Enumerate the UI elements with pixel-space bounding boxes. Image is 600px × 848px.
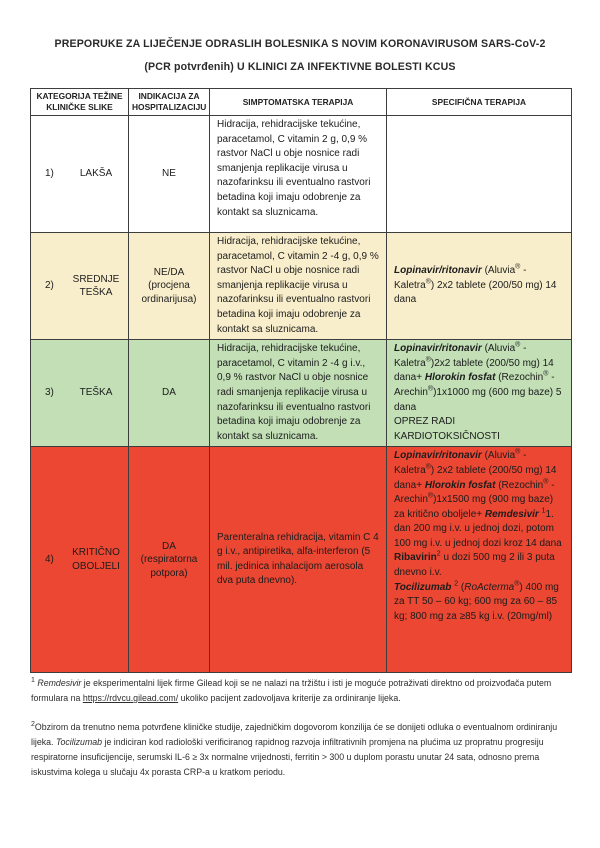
treatment-table [30,88,572,673]
cell-symptomatic-3: Hidracija, rehidracijske tekućine, paracetamol, C vitamin 2 -4 g i.v., 0,9 % rastvor NaCl u obje nosnice radi smanjenja replikacije virusa u nazofarinksu ili eventualno rastvori betadina koji imaju odobrenje za kontakt sa sluznicama. [210,340,387,447]
row-number: 1) [45,168,54,180]
table-row-laksa [31,116,572,233]
footnote-tocilizumab: $^2$Obzirom da trenutno nema potvrđene kliničke studije, zajedničkim dogovorom konzilija će se donijeti odluka o eventualnom ordiniranju lijeka. Tocilizumab je indiciran kod radiološki verificiranog rapidnog razvoja infiltrativnih promjena na plućima uz propratnu progresiju respiratorne insuficijencije, serumski IL-6 ≥ 3x normalne vrijednosti, ferritin > 300 u duplom porastu unutar 24 sata, odnosno prema iskustvima kolega u slučaju 4x porasta CRP-a u kratkom periodu. [31,721,558,777]
cell-symptomatic-1: Hidracija, rehidracijske tekućine, paracetamol, C vitamin 2 g, 0,9 % rastvor NaCl u obje nosnice radi smanjenja replikacije virusa u nazofarinksu ili eventualno rastvori betadina koji imaju odobrenje za kontakt sa sluznicama. [210,116,387,233]
table-row-srednje-teska [31,233,572,340]
table-row-kriticno-oboljeli [31,447,572,673]
category-label: SREDNJE TEŠKA [72,273,120,299]
header-symptomatic-therapy: SIMPTOMATSKA TERAPIJA [210,89,387,116]
cell-hospitalization-4: DA (respiratorna potpora) [129,447,210,673]
header-hospitalization: INDIKACIJA ZA HOSPITALIZACIJU [129,89,210,116]
category-label: TEŠKA [79,387,113,399]
table-row-teska [31,340,572,447]
cell-specific-2: Lopinavir/ritonavir (Aluvia® - Kaletra®) 2x2 tablete (200/50 mg) 14 dana [387,233,572,340]
cell-category-2 [31,233,129,340]
cell-category-3 [31,340,129,447]
cell-hospitalization-3: DA [129,340,210,447]
header-category: KATEGORIJA TEŽINE KLINIČKE SLIKE [31,89,129,116]
cell-hospitalization-1: NE [129,116,210,233]
cell-symptomatic-4: Parenteralna rehidracija, vitamin C 4 g i.v., antipiretika, alfa-interferon (5 mil. jedinica inhalacijom aerosola dva puta dnevno). [210,447,387,673]
table-header-row [31,89,572,116]
footnote-remdesivir: $^1$ Remdesivir je eksperimentalni lijek firme Gilead koji se ne nalazi na tržištu i isti je moguće potraživati direktno od proizvođača putem formulara na https://rdvcu.gilead.com/ ukoliko pacijent zadovoljava kriterije za ordiniranje lijeka. [31,677,552,703]
cell-symptomatic-2: Hidracija, rehidracijske tekućine, paracetamol, C vitamin 2 -4 g, 0,9 % rastvor NaCl u obje nosnice radi smanjenja replikacije virusa u nazofarinksu ili eventualno rastvori betadina koji imaju odobrenje za kontakt sa sluznicama. [210,233,387,340]
category-label: KRITIČNO OBOLJELI [72,547,120,572]
cell-specific-1 [387,116,572,233]
page-title-line1: PREPORUKE ZA LIJEČENJE ODRASLIH BOLESNIKA S NOVIM KORONAVIRUSOM SARS-CoV-2 [54,38,546,50]
cell-hospitalization-2: NE/DA (procjena ordinarijusa) [129,233,210,340]
footnotes-section [31,676,573,794]
header-specific-therapy: SPECIFIČNA TERAPIJA [387,89,572,116]
row-number: 3) [45,387,54,399]
cell-category-1 [31,116,129,233]
cell-specific-3: Lopinavir/ritonavir (Aluvia® - Kaletra®)2x2 tablete (200/50 mg) 14 dana+ Hlorokin fosfat (Rezochin® - Arechin®)1x1000 mg (600 mg baze) 5 dana OPREZ RADI KARDIOTOKSIČNOSTI [387,340,572,447]
cell-category-4 [31,447,129,673]
page-title [0,33,600,79]
gilead-form-link[interactable]: https://rdvcu.gilead.com/ [82,693,179,703]
cell-specific-4: Lopinavir/ritonavir (Aluvia® - Kaletra®) 2x2 tablete (200/50 mg) 14 dana+ Hlorokin fosfat (Rezochin® - Arechin®)1x1500 mg (900 mg baze) za kritično oboljele+ Remdesivir $^1$1. dan 200 mg i.v. u jednoj dozi, potom 100 mg i.v. u jednoj dozi kroz 14 dana Ribavirin$^2$ u dozi 500 mg 2 ili 3 puta dnevno i.v. Tocilizumab $^2$ (RoActerma®) 400 mg za TT 50 – 60 kg; 600 mg za 60 – 85 kg; 800 mg za ≥85 kg i.v. (20mg/ml) [387,447,572,673]
category-label: LAKŠA [79,168,113,180]
row-number: 4) [45,554,54,566]
row-number: 2) [45,280,54,292]
page-title-line2: (PCR potvrđenih) U KLINICI ZA INFEKTIVNE BOLESTI KCUS [144,61,456,73]
